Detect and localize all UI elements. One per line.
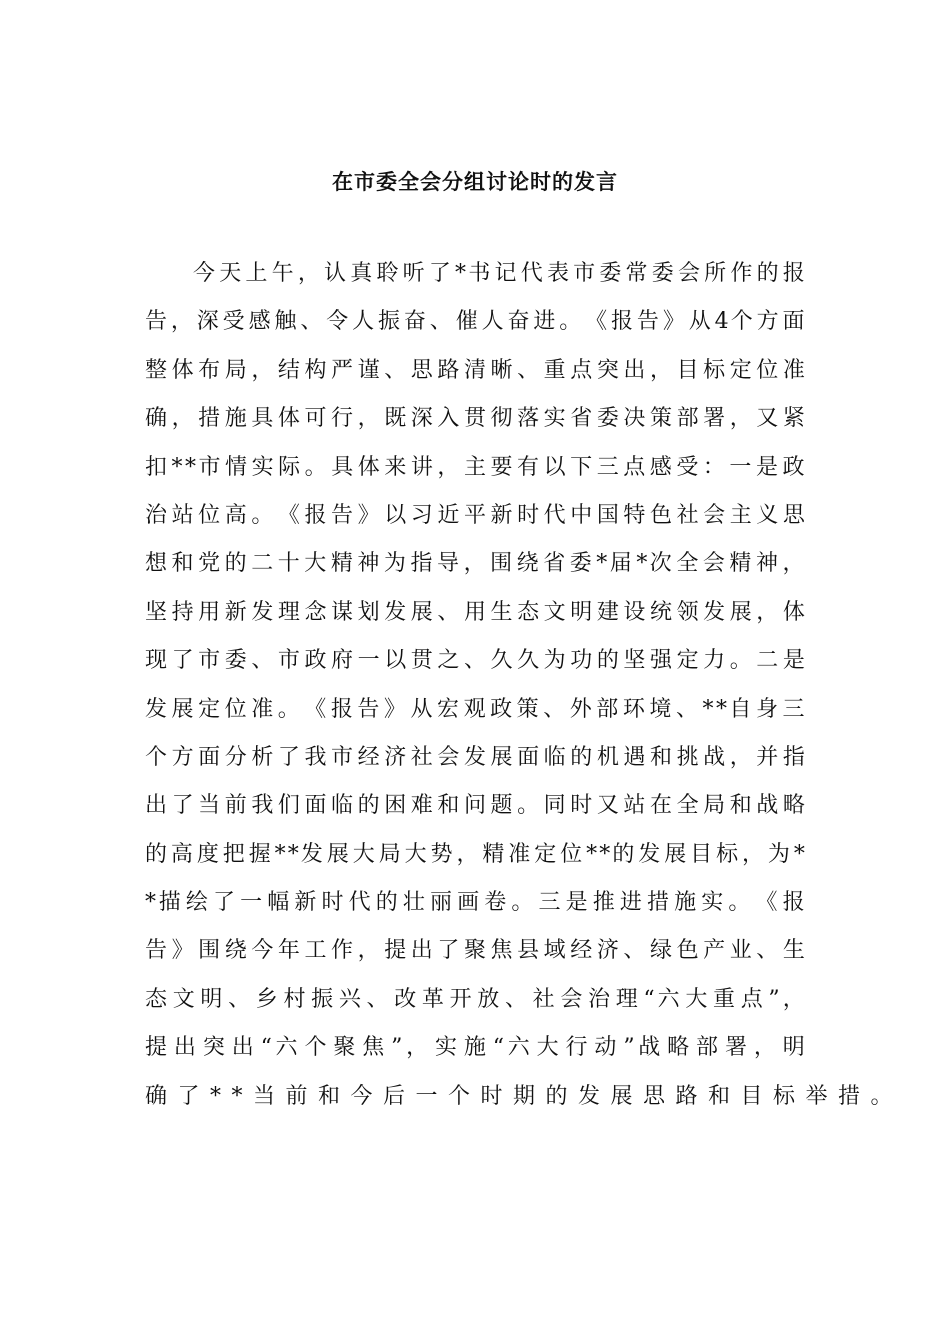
paragraph-line: 出 了 当 前 我 们 面 临 的 困 难 和 问 题 。 同 时 又 站 在 全 局 和 战 略 — [145, 793, 805, 819]
paragraph-line: 整 体 布 局 ， 结 构 严 谨 、 思 路 清 晰 、 重 点 突 出 ， 目 标 定 位 准 — [145, 357, 805, 383]
paragraph-line: 确 ， 措 施 具 体 可 行 ， 既 深 入 贯 彻 落 实 省 委 决 策 部 署 ， 又 紧 — [145, 406, 805, 432]
document-body — [145, 250, 904, 1121]
paragraph-line: 想 和 党 的 二 十 大 精 神 为 指 导 ， 围 绕 省 委 * 届 * 次 全 会 精 神 ， — [145, 551, 805, 577]
paragraph-line: 坚 持 用 新 发 理 念 谋 划 发 展 、 用 生 态 文 明 建 设 统 领 发 展 ， 体 — [145, 599, 805, 625]
paragraph-line: 告 ， 深 受 感 触 、 令 人 振 奋 、 催 人 奋 进 。 《 报 告 》 从 4 个 方 面 — [145, 309, 805, 335]
paragraph-line: * 描 绘 了 一 幅 新 时 代 的 壮 丽 画 卷 。 三 是 推 进 措 施 实 。 《 报 — [145, 890, 805, 916]
paragraph-line: 个 方 面 分 析 了 我 市 经 济 社 会 发 展 面 临 的 机 遇 和 挑 战 ， 并 指 — [145, 744, 805, 770]
paragraph-line: 治 站 位 高 。 《 报 告 》 以 习 近 平 新 时 代 中 国 特 色 社 会 主 义 思 — [145, 502, 805, 528]
paragraph-line: 告 》 围 绕 今 年 工 作 ， 提 出 了 聚 焦 县 域 经 济 、 绿 色 产 业 、 生 — [145, 938, 805, 964]
paragraph-line: 发 展 定 位 准 。 《 报 告 》 从 宏 观 政 策 、 外 部 环 境 、 * * 自 身 三 — [145, 696, 805, 722]
paragraph-line: 今 天 上 午 ， 认 真 聆 听 了 * 书 记 代 表 市 委 常 委 会 所 作 的 报 — [193, 261, 805, 286]
paragraph-line: 态 文 明 、 乡 村 振 兴 、 改 革 开 放 、 社 会 治 理 “ 六 大 重 点 ” ， — [145, 986, 805, 1012]
paragraph-line: 确了**当前和今后一个时期的发展思路和目标举措。 — [145, 1083, 904, 1109]
paragraph-line: 的 高 度 把 握 * * 发 展 大 局 大 势 ， 精 准 定 位 * * 的 发 展 目 标 ， 为 * — [145, 841, 805, 867]
paragraph-line: 提 出 突 出 “ 六 个 聚 焦 ” ， 实 施 “ 六 大 行 动 ” 战 略 部 署 ， 明 — [145, 1035, 805, 1061]
paragraph-line: 扣 * * 市 情 实 际 。 具 体 来 讲 ， 主 要 有 以 下 三 点 感 受 ： 一 是 政 — [145, 454, 805, 480]
document-title: 在市委全会分组讨论时的发言 — [332, 169, 618, 194]
paragraph-line: 现 了 市 委 、 市 政 府 一 以 贯 之 、 久 久 为 功 的 坚 强 定 力 。 二 是 — [145, 648, 805, 674]
